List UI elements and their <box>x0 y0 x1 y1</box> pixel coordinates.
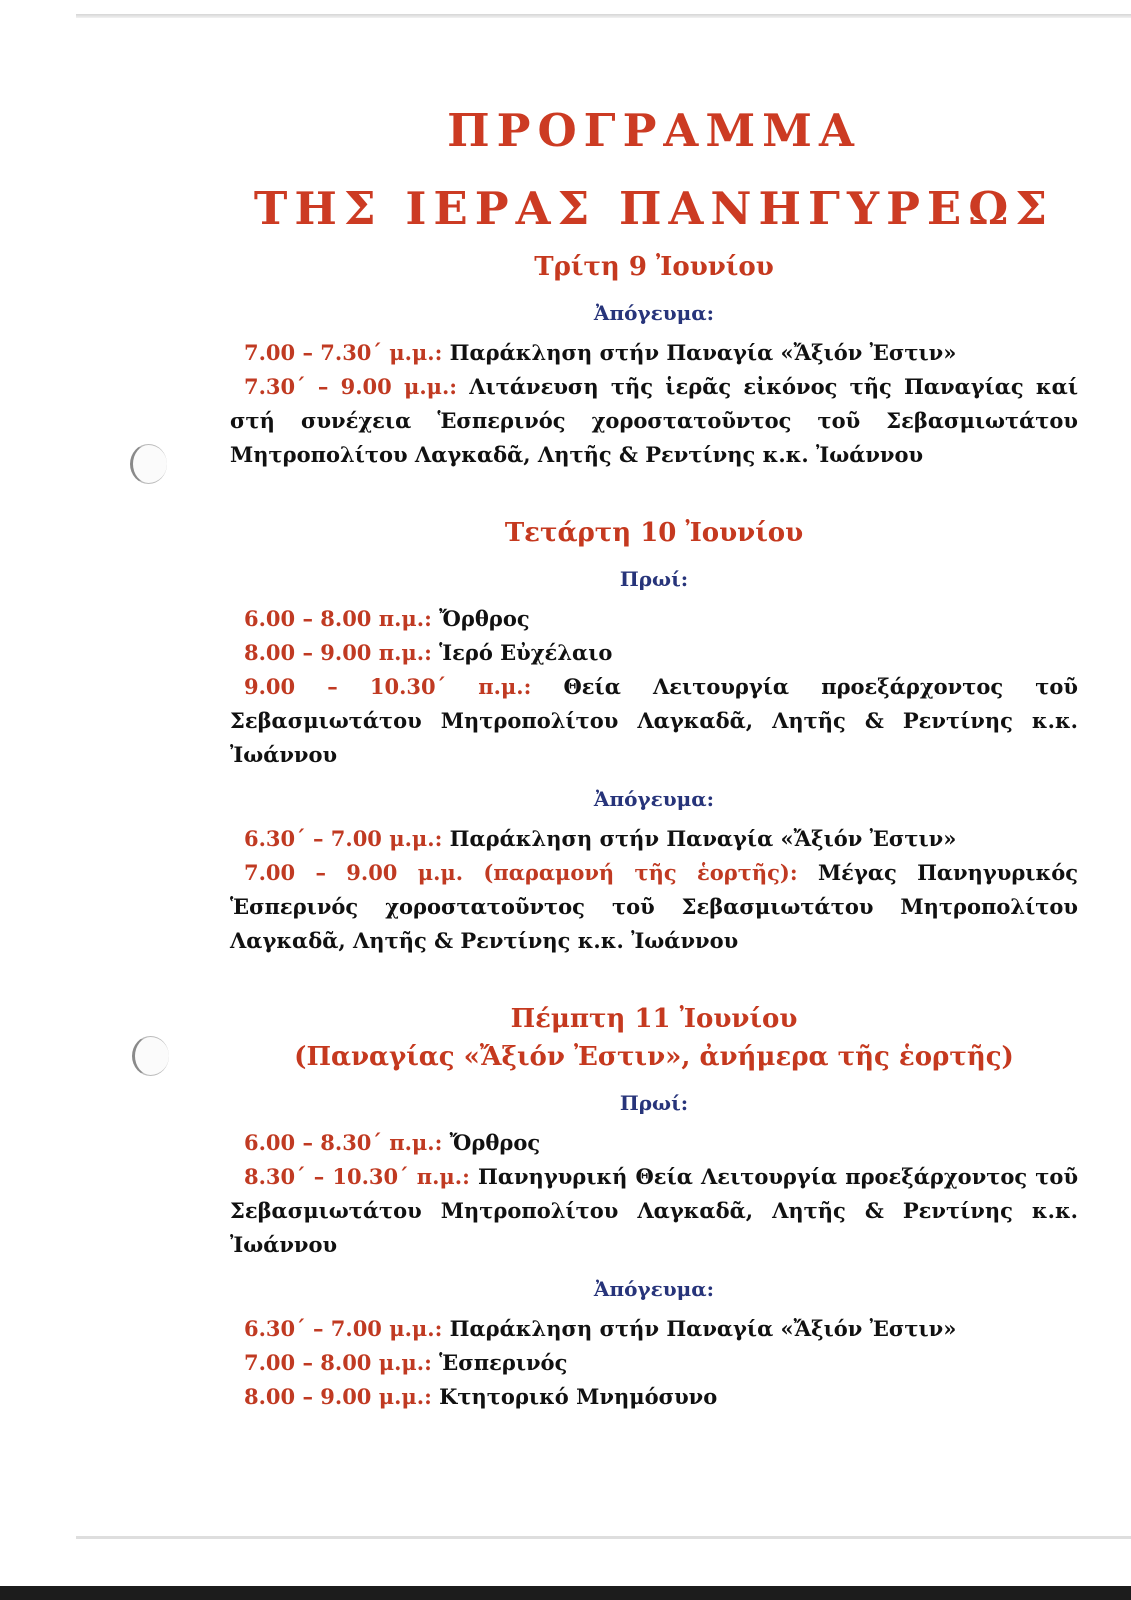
schedule-entry <box>230 1160 1078 1262</box>
entry-time: 8.00 – 9.00 π.μ.: <box>244 640 432 665</box>
schedule-entry <box>230 822 1078 856</box>
schedule-entry <box>230 370 1078 472</box>
entry-text: Παράκληση στήν Παναγία «Ἄξιόν Ἐστιν» <box>449 826 957 851</box>
schedule-entry <box>230 336 1078 370</box>
entry-time: 9.00 – 10.30΄ π.μ.: <box>244 674 532 699</box>
entry-time: 8.00 – 9.00 μ.μ.: <box>244 1384 432 1409</box>
schedule-entry <box>230 1346 1078 1380</box>
day-wednesday <box>230 514 1078 958</box>
entry-text: Ἱερό Εὐχέλαιο <box>439 640 613 665</box>
day-tuesday <box>230 248 1078 472</box>
schedule-entry <box>230 1380 1078 1414</box>
day-heading: Πέμπτη 11 Ἰουνίου <box>510 1004 798 1034</box>
title-line-2: ΤΗΣ ΙΕΡΑΣ ΠΑΝΗΓΥΡΕΩΣ <box>253 182 1055 235</box>
page-edge-bottom <box>76 1536 1131 1539</box>
period-label: Ἀπόγευμα: <box>593 787 715 811</box>
entry-text: Παράκληση στήν Παναγία «Ἄξιόν Ἐστιν» <box>449 340 957 365</box>
punch-hole <box>132 1036 169 1076</box>
entry-time: 7.00 – 9.00 μ.μ. (παραμονή τῆς ἑορτῆς): <box>244 860 798 885</box>
period-label: Ἀπόγευμα: <box>593 301 715 325</box>
entry-time: 8.30΄ – 10.30΄ π.μ.: <box>244 1164 470 1189</box>
punch-hole <box>130 444 167 484</box>
entry-time: 6.30΄ – 7.00 μ.μ.: <box>244 826 443 851</box>
entry-text: Ἑσπερινός <box>439 1350 568 1375</box>
schedule-entry <box>230 670 1078 772</box>
period-label: Πρωί: <box>619 1091 689 1115</box>
schedule-entry <box>230 636 1078 670</box>
entry-time: 6.00 – 8.00 π.μ.: <box>244 606 432 631</box>
entry-time: 7.00 – 7.30΄ μ.μ.: <box>244 340 443 365</box>
entry-time: 6.30΄ – 7.00 μ.μ.: <box>244 1316 443 1341</box>
schedule-entry <box>230 1312 1078 1346</box>
scan-strip <box>0 1586 1131 1600</box>
day-subheading: (Παναγίας «Ἄξιόν Ἐστιν», ἀνήμερα τῆς ἑορτῆς) <box>294 1042 1014 1072</box>
entry-text: Κτητορικό Μνημόσυνο <box>439 1384 718 1409</box>
entry-text: Ὄρθρος <box>439 606 530 631</box>
entry-text: Θεία Λειτουργία προεξάρχοντος τοῦ Σεβασμιωτάτου Μητροπολίτου Λαγκαδᾶ, Λητῆς & Ρεντίνης κ.κ. Ἰωάννου <box>230 674 1079 767</box>
day-heading: Τετάρτη 10 Ἰουνίου <box>504 518 804 548</box>
entry-text: Παράκληση στήν Παναγία «Ἄξιόν Ἐστιν» <box>449 1316 957 1341</box>
schedule-entry <box>230 856 1078 958</box>
schedule-entry <box>230 602 1078 636</box>
day-heading: Τρίτη 9 Ἰουνίου <box>534 252 774 282</box>
period-label: Ἀπόγευμα: <box>593 1277 715 1301</box>
program-title <box>230 92 1078 248</box>
period-label: Πρωί: <box>619 567 689 591</box>
day-thursday <box>230 1000 1078 1414</box>
title-line-1: ΠΡΟΓΡΑΜΜΑ <box>447 104 861 157</box>
entry-time: 7.30΄ – 9.00 μ.μ.: <box>244 374 458 399</box>
entry-text: Ὄρθρος <box>449 1130 541 1155</box>
program-document <box>230 92 1078 1414</box>
schedule-entry <box>230 1126 1078 1160</box>
entry-time: 7.00 – 8.00 μ.μ.: <box>244 1350 432 1375</box>
page-edge-top <box>76 14 1131 18</box>
entry-text: Λιτάνευση τῆς ἱερᾶς εἰκόνος τῆς Παναγίας καί στή συνέχεια Ἑσπερινός χοροστατοῦντος τοῦ Σεβασμιωτάτου Μητροπολίτου Λαγκαδᾶ, Λητῆς & Ρεντίνης κ.κ. Ἰωάννου <box>230 374 1078 467</box>
entry-text: Πανηγυρική Θεία Λειτουργία προεξάρχοντος τοῦ Σεβασμιωτάτου Μητροπολίτου Λαγκαδᾶ, Λητῆς & Ρεντίνης κ.κ. Ἰωάννου <box>230 1164 1079 1257</box>
entry-text: Μέγας Πανηγυρικός Ἑσπερινός χοροστατοῦντος τοῦ Σεβασμιωτάτου Μητροπολίτου Λαγκαδᾶ, Λητῆς & Ρεντίνης κ.κ. Ἰωάννου <box>230 860 1078 953</box>
entry-time: 6.00 – 8.30΄ π.μ.: <box>244 1130 443 1155</box>
